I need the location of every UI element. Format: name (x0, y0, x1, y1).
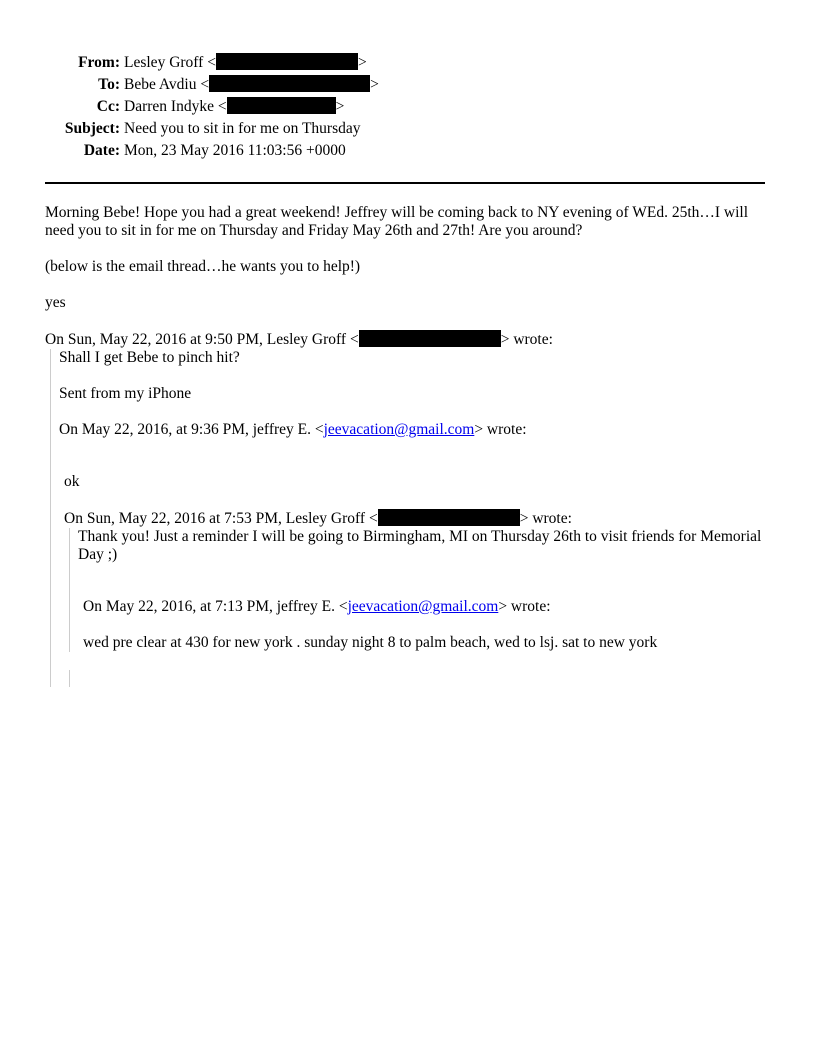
attribution-text: On Sun, May 22, 2016 at 9:50 PM, Lesley Groff < (45, 331, 359, 348)
body-paragraph-2: (below is the email thread…he wants you to help!) (45, 258, 361, 275)
cc-row (45, 96, 379, 118)
attribution-text: On Sun, May 22, 2016 at 7:53 PM, Lesley Groff < (64, 510, 378, 527)
email-link[interactable]: jeevacation@gmail.com (323, 421, 475, 438)
attribution-suffix: > wrote: (498, 598, 551, 615)
quote-level-2-container (59, 473, 770, 687)
to-value: Bebe Avdiu < (124, 76, 210, 93)
from-row (45, 52, 379, 74)
from-label: From: (78, 54, 120, 71)
from-value: Lesley Groff < (124, 54, 216, 71)
date-value: Mon, 23 May 2016 11:03:56 +0000 (124, 142, 346, 159)
redaction-block (227, 97, 336, 114)
subject-value: Need you to sit in for me on Thursday (124, 120, 361, 137)
redaction-block (359, 330, 501, 347)
email-link[interactable]: jeevacation@gmail.com (347, 598, 499, 615)
cc-value: Darren Indyke < (124, 98, 227, 115)
attribution-line-4 (83, 598, 770, 616)
date-label: Date: (83, 142, 120, 159)
subject-label: Subject: (64, 120, 120, 137)
quote-level-5-empty (69, 670, 770, 687)
to-label: To: (98, 76, 120, 93)
redaction-block (378, 509, 520, 526)
quote-level-3 (69, 528, 770, 652)
redaction-block (216, 53, 358, 70)
attribution-line-2 (59, 421, 770, 439)
close-bracket: > (335, 98, 345, 115)
quote-text: wed pre clear at 430 for new york . sunday night 8 to palm beach, wed to lsj. sat to new york (83, 634, 658, 651)
body-paragraph-3: yes (45, 294, 66, 311)
attribution-line-3 (64, 509, 770, 528)
close-bracket: > (370, 76, 379, 93)
quote-text: Sent from my iPhone (59, 385, 192, 402)
quote-level-1 (50, 349, 770, 687)
email-header (45, 52, 379, 162)
quote-text: Shall I get Bebe to pinch hit? (59, 349, 240, 366)
date-row (45, 140, 379, 162)
attribution-text: On May 22, 2016, at 9:36 PM, jeffrey E. < (59, 421, 324, 438)
cc-label: Cc: (96, 98, 120, 115)
to-row (45, 74, 379, 96)
email-body (45, 204, 770, 687)
redaction-block (209, 75, 370, 92)
quote-text: Thank you! Just a reminder I will be going to Birmingham, MI on Thursday 26th to visit friends for Memorial Day ;) (78, 528, 762, 563)
quote-level-4-container (78, 598, 770, 652)
attribution-suffix: > wrote: (474, 421, 527, 438)
close-bracket: > (357, 54, 367, 71)
attribution-text: On May 22, 2016, at 7:13 PM, jeffrey E. < (83, 598, 348, 615)
quote-text: ok (64, 473, 80, 490)
attribution-line-1 (45, 330, 770, 349)
attribution-suffix: > wrote: (519, 510, 572, 527)
header-divider (45, 182, 765, 184)
subject-row (45, 118, 379, 140)
attribution-suffix: > wrote: (500, 331, 553, 348)
body-paragraph-1: Morning Bebe! Hope you had a great weekend! Jeffrey will be coming back to NY evening of WEd. 25th…I will need you to sit in for me on Thursday and Friday May 26th and 27th! Are you around? (45, 204, 749, 239)
